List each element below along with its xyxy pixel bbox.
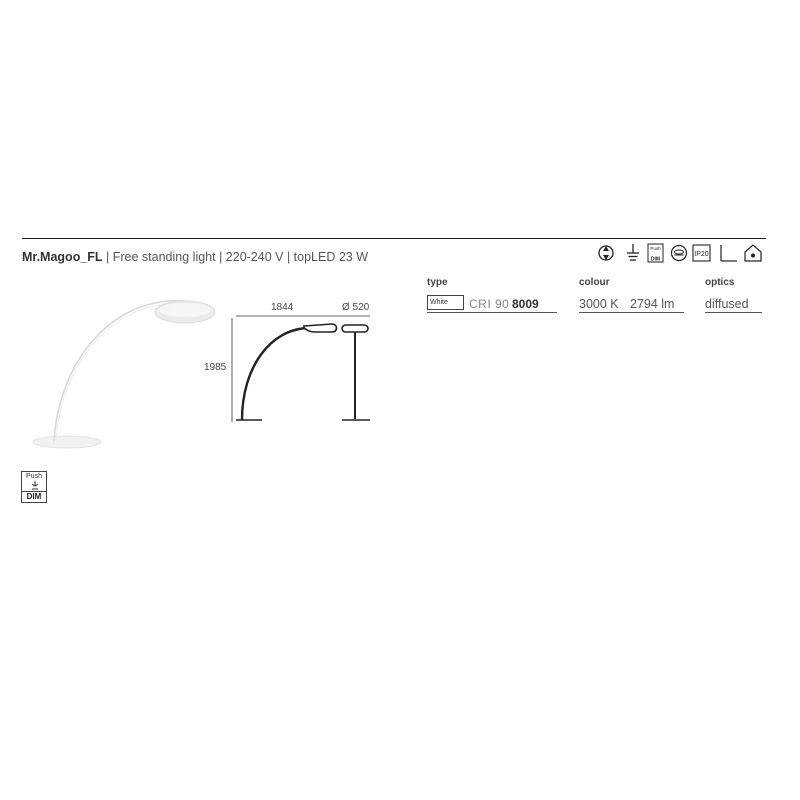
diameter-dimension: Ø 520 [342,302,370,313]
header-rule [22,238,766,239]
spec-icons [597,242,767,264]
lumen-output: 2794 lm [630,297,675,311]
finish-swatch: White [427,295,464,310]
product-name: Mr.Magoo_FL [22,250,103,264]
dim-label: DIM [22,491,46,502]
led-icon [672,246,687,261]
floor-mount-icon [721,245,737,261]
ip20-icon [693,245,710,261]
colour-underline [579,312,684,313]
push-dim-badge [21,471,47,503]
svg-text:Push: Push [650,246,661,251]
product-title [22,250,368,264]
indoor-icon [745,245,761,261]
adjustable-icon [599,246,613,260]
push-label: Push [26,473,42,480]
product-description: | Free standing light | 220-240 V | topLED 23 W [102,250,369,264]
cri-value: CRI 90 [469,297,510,311]
type-underline [427,312,557,313]
lamp-illustration [15,290,225,460]
article-code: 8009 [512,297,539,311]
header-type: type [427,277,448,288]
header-colour: colour [579,277,610,288]
svg-text:DIM: DIM [650,256,661,263]
colour-temperature: 3000 K [579,297,619,311]
svg-text:IP20: IP20 [694,251,709,258]
push-dim-icon [648,244,663,263]
push-dim-switch-icon [30,481,40,491]
width-dimension: 1844 [271,302,294,313]
header-optics: optics [705,277,735,288]
optics-value: diffused [705,297,749,311]
height-dimension: 1985 [204,362,227,373]
optics-underline [705,312,762,313]
side-drawing [200,298,400,428]
earth-ground-icon [627,244,639,260]
